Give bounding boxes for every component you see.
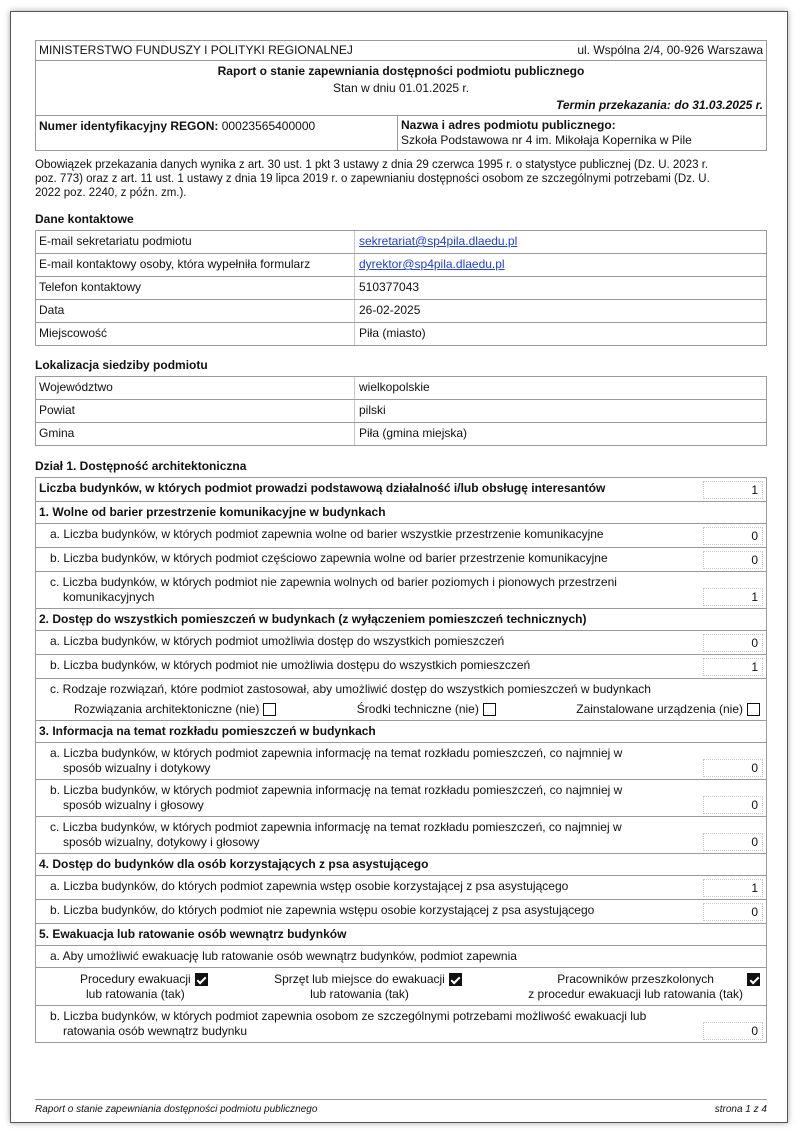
s3-b-value: 0 — [703, 796, 763, 814]
s3-c-row — [35, 816, 767, 853]
s5-check-line2: z procedur ewakuacji lub ratowania (tak) — [528, 987, 743, 1001]
s2-check-label: Zainstalowane urządzenia (nie) — [576, 702, 743, 716]
s4-b-row — [35, 899, 767, 923]
s5-check-trained-staff[interactable] — [528, 972, 760, 1002]
contact-date: 26-02-2025 — [359, 303, 421, 317]
checkbox-unchecked-icon[interactable] — [747, 703, 760, 716]
s5-a-text: a. Aby umożliwić ewakuację lub ratowanie osób wewnątrz budynków, podmiot zapewnia — [50, 949, 517, 963]
s1-b-row — [35, 547, 767, 571]
s3-c-text: c. Liczba budynków, w których podmiot zapewnia informację na temat rozkładu pomieszczeń, co najmniej w sposób wizualny, dotykowy i głosowy — [50, 820, 622, 849]
report-title: Raport o stanie zapewniania dostępności podmiotu publicznego — [217, 64, 585, 78]
contact-row — [35, 253, 767, 276]
contact-phone: 510377043 — [359, 280, 420, 294]
contact-table — [35, 230, 767, 346]
s5-title: 5. Ewakuacja lub ratowanie osób wewnątrz budynków — [39, 927, 347, 941]
s1-a-text: a. Liczba budynków, w których podmiot zapewnia wolne od barier wszystkie przestrzenie komunikacyjne — [50, 527, 604, 541]
s5-check-line1: Procedury ewakuacji — [80, 972, 191, 986]
s2-b-value: 1 — [703, 658, 763, 676]
total-buildings-label: Liczba budynków, w których podmiot prowadzi podstawową działalność i/lub obsługę interesantów — [39, 481, 606, 495]
s2-title-row — [35, 608, 767, 630]
checkbox-checked-icon[interactable] — [449, 973, 462, 986]
location-row — [35, 422, 767, 446]
s1-title: 1. Wolne od barier przestrzenie komunikacyjne w budynkach — [39, 505, 386, 519]
section1-table — [35, 477, 767, 1043]
s1-c-text: c. Liczba budynków, w których podmiot nie zapewnia wolnych od barier poziomych i pionowych przestrzeni komunikacyjnych — [50, 575, 617, 604]
checkbox-checked-icon[interactable] — [747, 973, 760, 986]
s4-b-text: b. Liczba budynków, do których podmiot nie zapewnia wstępu osobie korzystającej z psa asystującego — [50, 903, 595, 917]
s3-a-row — [35, 742, 767, 779]
s1-b-value: 0 — [703, 551, 763, 569]
s2-check-devices[interactable] — [576, 702, 760, 717]
s4-a-text: a. Liczba budynków, do których podmiot zapewnia wstęp osobie korzystającej z psa asystującego — [50, 879, 569, 893]
s2-b-row — [35, 654, 767, 678]
s1-a-row — [35, 523, 767, 547]
entity-label: Nazwa i adres podmiotu publicznego: — [401, 118, 616, 132]
s5-b-row — [35, 1005, 767, 1042]
checkbox-checked-icon[interactable] — [195, 973, 208, 986]
footer-title: Raport o stanie zapewniania dostępności podmiotu publicznego — [35, 1104, 318, 1115]
ministry-name: MINISTERSTWO FUNDUSZY I POLITYKI REGIONALNEJ — [39, 43, 353, 57]
s1-c-row — [35, 571, 767, 608]
secretariat-email-link[interactable]: sekretariat@sp4pila.dlaedu.pl — [359, 234, 518, 248]
s4-b-value: 0 — [703, 903, 763, 921]
entity-value: Szkoła Podstawowa nr 4 im. Mikołaja Kopernika w Pile — [401, 133, 692, 147]
s3-a-text: a. Liczba budynków, w których podmiot zapewnia informację na temat rozkładu pomieszczeń, co najmniej w sposób wizualny i dotykowy — [50, 746, 623, 775]
regon-label: Numer identyfikacyjny REGON: — [39, 119, 219, 133]
location-row — [35, 376, 767, 399]
ministry-address: ul. Wspólna 2/4, 00-926 Warszawa — [577, 43, 763, 57]
header-block — [35, 40, 767, 151]
page-footer — [35, 1099, 767, 1115]
entity-cell — [398, 116, 766, 150]
s1-a-value: 0 — [703, 527, 763, 545]
s5-check-line2: lub ratowania (tak) — [86, 987, 185, 1001]
s5-check-text — [80, 972, 191, 1002]
s5-b-value: 0 — [703, 1022, 763, 1040]
page-number: strona 1 z 4 — [714, 1104, 767, 1115]
s5-checks-row — [35, 967, 767, 1005]
s5-check-procedures[interactable] — [80, 972, 208, 1002]
s5-b-text: b. Liczba budynków, w których podmiot zapewnia osobom ze szczególnymi potrzebami możliwość ewakuacji lub ratowania osób wewnątrz budynku — [50, 1009, 647, 1038]
location-value: Piła (gmina miejska) — [359, 426, 468, 440]
s5-check-text — [274, 972, 445, 1002]
s5-check-line1: Sprzęt lub miejsce do ewakuacji — [274, 972, 445, 986]
document-page — [10, 11, 788, 1123]
s2-c-text: c. Rodzaje rozwiązań, które podmiot zastosował, aby umożliwić dostęp do wszystkich pomieszczeń w budynkach — [50, 682, 651, 696]
s2-check-label: Środki techniczne (nie) — [356, 702, 479, 716]
s5-check-line1: Pracowników przeszkolonych — [557, 972, 714, 986]
s5-a-row — [35, 945, 767, 967]
location-row — [35, 399, 767, 422]
report-deadline: Termin przekazania: do 31.03.2025 r. — [556, 98, 763, 112]
s2-check-technical[interactable] — [357, 702, 496, 717]
regon-value: 00023565400000 — [221, 119, 316, 133]
location-heading: Lokalizacja siedziby podmiotu — [35, 358, 208, 372]
location-value: pilski — [359, 403, 386, 417]
s3-a-value: 0 — [703, 759, 763, 777]
contact-city: Piła (miasto) — [359, 326, 426, 340]
location-label: Gmina — [36, 423, 355, 445]
s5-check-text — [528, 972, 743, 1002]
s4-a-row — [35, 875, 767, 899]
contact-row — [35, 276, 767, 299]
s3-b-row — [35, 779, 767, 816]
total-buildings-row — [35, 477, 767, 501]
contact-label: Miejscowość — [36, 323, 355, 345]
s2-b-text: b. Liczba budynków, w których podmiot nie umożliwia dostępu do wszystkich pomieszczeń — [50, 658, 531, 672]
contact-label: Data — [36, 300, 355, 322]
s4-title: 4. Dostęp do budynków dla osób korzystających z psa asystującego — [39, 857, 429, 871]
s2-check-architectural[interactable] — [74, 702, 276, 717]
regon-row — [35, 115, 767, 151]
contact-row — [35, 230, 767, 253]
contact-label: Telefon kontaktowy — [36, 277, 355, 299]
s3-c-value: 0 — [703, 833, 763, 851]
s4-title-row — [35, 853, 767, 875]
regon-cell — [36, 116, 398, 150]
contact-label: E-mail kontaktowy osoby, która wypełniła formularz — [36, 254, 355, 276]
report-state-date: Stan w dniu 01.01.2025 r. — [332, 81, 470, 95]
checkbox-unchecked-icon[interactable] — [263, 703, 276, 716]
s3-b-text: b. Liczba budynków, w których podmiot zapewnia informację na temat rozkładu pomieszczeń, co najmniej w sposób wizualny i głosowy — [50, 783, 623, 812]
s2-a-text: a. Liczba budynków, w których podmiot umożliwia dostęp do wszystkich pomieszczeń — [50, 634, 505, 648]
s2-a-row — [35, 630, 767, 654]
s4-a-value: 1 — [703, 879, 763, 897]
s5-check-equipment[interactable] — [274, 972, 462, 1002]
legal-note: Obowiązek przekazania danych wynika z art. 30 ust. 1 pkt 3 ustawy z dnia 29 czerwca 1995 r. o statystyce publicznej (Dz. U. 2023 r. poz. 773) oraz z art. 11 ust. 1 ustawy z dnia 19 lipca 2019 r. o zapewnianiu dostępności osobom ze szczególnymi potrzebami (Dz. U. 2022 poz. 2240, z późn. zm.). — [35, 159, 710, 199]
s3-title: 3. Informacja na temat rozkładu pomieszczeń w budynkach — [39, 724, 376, 738]
contact-email-link[interactable]: dyrektor@sp4pila.dlaedu.pl — [359, 257, 505, 271]
location-label: Województwo — [36, 377, 355, 399]
s5-check-line2: lub ratowania (tak) — [310, 987, 409, 1001]
section1-heading: Dział 1. Dostępność architektoniczna — [35, 459, 247, 473]
s1-title-row — [35, 501, 767, 523]
s1-c-value: 1 — [703, 588, 763, 606]
checkbox-unchecked-icon[interactable] — [483, 703, 496, 716]
total-buildings-value: 1 — [703, 481, 763, 499]
s5-title-row — [35, 923, 767, 945]
s3-title-row — [35, 720, 767, 742]
location-table — [35, 376, 767, 446]
page-content — [35, 40, 767, 1043]
contact-heading: Dane kontaktowe — [35, 212, 134, 226]
s2-a-value: 0 — [703, 634, 763, 652]
title-row — [35, 60, 767, 115]
s2-checks-row — [35, 700, 767, 720]
s2-title: 2. Dostęp do wszystkich pomieszczeń w budynkach (z wyłączeniem pomieszczeń technicznych) — [39, 612, 587, 626]
location-label: Powiat — [36, 400, 355, 422]
s2-check-label: Rozwiązania architektoniczne (nie) — [74, 702, 260, 716]
contact-row — [35, 299, 767, 322]
s2-c-row — [35, 678, 767, 700]
contact-label: E-mail sekretariatu podmiotu — [36, 231, 355, 253]
contact-row — [35, 322, 767, 346]
location-value: wielkopolskie — [359, 380, 430, 394]
ministry-row — [35, 40, 767, 60]
s1-b-text: b. Liczba budynków, w których podmiot częściowo zapewnia wolne od barier przestrzenie komunikacyjne — [50, 551, 608, 565]
